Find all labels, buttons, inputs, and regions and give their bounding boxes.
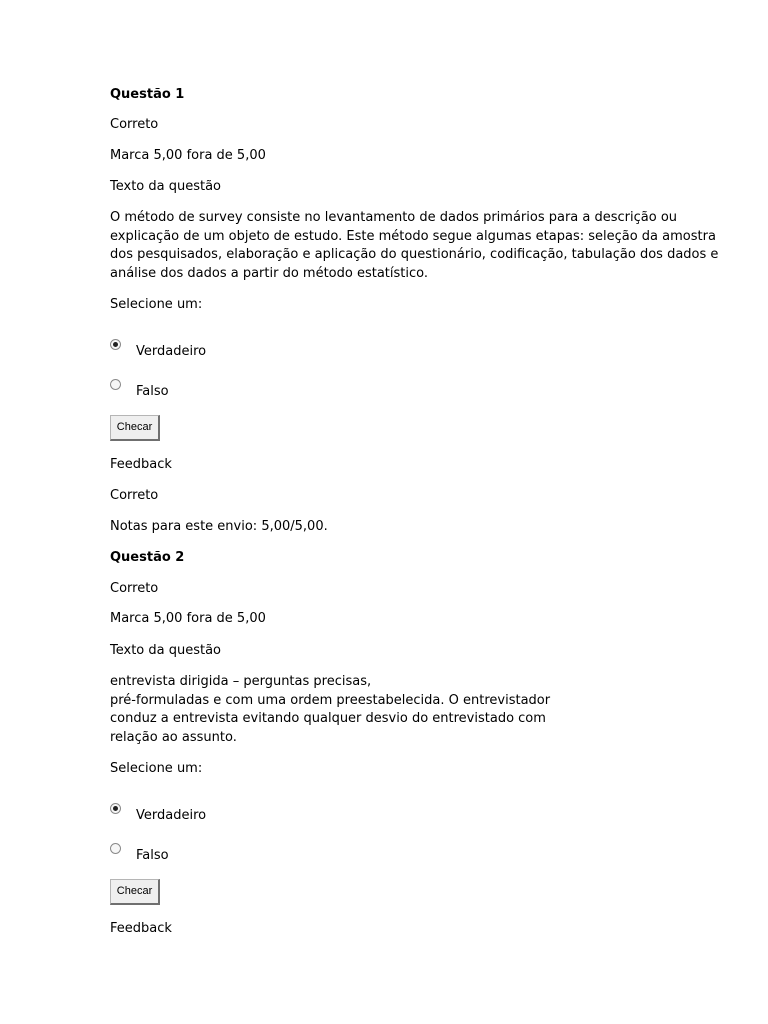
question-2-text-line: conduz a entrevista evitando qualquer desvio do entrevistado com	[110, 711, 546, 726]
question-2-check-button[interactable]: Checar	[110, 879, 160, 905]
question-2-mark: Marca 5,00 fora de 5,00	[110, 611, 266, 626]
question-1-grade-note: Notas para este envio: 5,00/5,00.	[110, 519, 328, 534]
question-2-text	[110, 673, 655, 747]
question-1-feedback-label: Feedback	[110, 457, 172, 472]
question-2-status: Correto	[110, 581, 159, 596]
question-2-text-line: pré-formuladas e com uma ordem preestabelecida. O entrevistador	[110, 692, 551, 708]
question-2-text-label: Texto da questão	[110, 643, 222, 658]
question-1-mark: Marca 5,00 fora de 5,00	[110, 148, 266, 163]
question-1-select-label: Selecione um:	[110, 297, 203, 312]
question-1-text-line: análise dos dados a partir do método estatístico.	[110, 265, 429, 281]
question-1-status: Correto	[110, 117, 159, 132]
question-1-check-button[interactable]: Checar	[110, 415, 160, 441]
question-1-option-false-label[interactable]: Falso	[136, 384, 169, 399]
question-1-feedback-text: Correto	[110, 488, 159, 503]
question-1-text-line: dos pesquisados, elaboração e aplicação do questionário, codificação, tabulação dos dados e	[110, 247, 719, 262]
question-2-option-true-label[interactable]: Verdadeiro	[136, 808, 207, 823]
question-2-title: Questão 2	[110, 550, 185, 565]
question-1-title: Questão 1	[110, 87, 185, 102]
question-1-text-label: Texto da questão	[110, 179, 222, 194]
question-2-text-line: relação ao assunto.	[110, 729, 237, 745]
question-2-radio-true[interactable]	[110, 803, 121, 814]
question-1-text	[110, 209, 719, 283]
question-2-select-label: Selecione um:	[110, 761, 203, 776]
question-1-radio-false[interactable]	[110, 379, 121, 390]
question-1-text-line: explicação de um objeto de estudo. Este método segue algumas etapas: seleção da amostra	[110, 228, 716, 244]
question-1-text-line: O método de survey consiste no levantamento de dados primários para a descrição ou	[110, 210, 678, 225]
question-2-feedback-label: Feedback	[110, 921, 172, 936]
question-1-radio-true[interactable]	[110, 339, 121, 350]
question-2-radio-false[interactable]	[110, 843, 121, 854]
question-1-option-true-label[interactable]: Verdadeiro	[136, 344, 207, 359]
question-2-text-line: entrevista dirigida – perguntas precisas,	[110, 674, 372, 689]
question-2-option-false-label[interactable]: Falso	[136, 848, 169, 863]
